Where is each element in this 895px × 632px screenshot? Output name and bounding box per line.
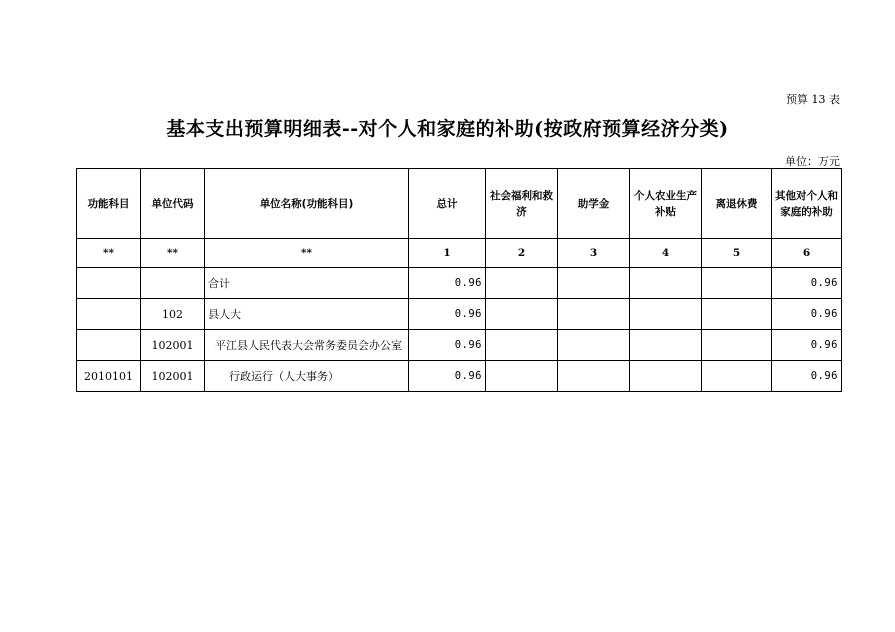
cell-unit-name: 行政运行（人大事务） <box>205 361 409 392</box>
cell-other-subsidy: 0.96 <box>772 330 842 361</box>
cell-unit-name: 县人大 <box>205 299 409 330</box>
cell-unit-name: 平江县人民代表大会常务委员会办公室 <box>205 330 409 361</box>
cell-retirement <box>702 361 772 392</box>
col-header-unit-name: 单位名称(功能科目) <box>205 169 409 239</box>
cell-social-welfare <box>486 330 558 361</box>
col-header-scholarship: 助学金 <box>558 169 630 239</box>
col-header-function-subject: 功能科目 <box>77 169 141 239</box>
cell-total: 0.96 <box>409 361 486 392</box>
index-cell: ** <box>77 239 141 268</box>
cell-unit-code: 102 <box>141 299 205 330</box>
index-cell: 2 <box>486 239 558 268</box>
index-cell: ** <box>205 239 409 268</box>
cell-social-welfare <box>486 361 558 392</box>
cell-scholarship <box>558 299 630 330</box>
cell-scholarship <box>558 361 630 392</box>
form-number: 预算 13 表 <box>786 93 840 106</box>
cell-function-subject <box>77 330 141 361</box>
table-row <box>77 361 842 392</box>
col-header-retirement: 离退休费 <box>702 169 772 239</box>
index-row <box>77 239 842 268</box>
unit-label: 单位：万元 <box>785 155 840 168</box>
cell-total: 0.96 <box>409 268 486 299</box>
col-header-total: 总计 <box>409 169 486 239</box>
cell-unit-code: 102001 <box>141 361 205 392</box>
cell-social-welfare <box>486 299 558 330</box>
cell-unit-code: 102001 <box>141 330 205 361</box>
cell-agri-subsidy <box>630 299 702 330</box>
cell-agri-subsidy <box>630 268 702 299</box>
cell-total: 0.96 <box>409 299 486 330</box>
cell-other-subsidy: 0.96 <box>772 299 842 330</box>
index-cell: 3 <box>558 239 630 268</box>
page-title: 基本支出预算明细表--对个人和家庭的补助(按政府预算经济分类) <box>166 118 729 140</box>
cell-retirement <box>702 330 772 361</box>
index-cell: 4 <box>630 239 702 268</box>
cell-other-subsidy: 0.96 <box>772 361 842 392</box>
cell-retirement <box>702 268 772 299</box>
table-row <box>77 299 842 330</box>
index-cell: 5 <box>702 239 772 268</box>
index-cell: 6 <box>772 239 842 268</box>
table-row <box>77 268 842 299</box>
cell-total: 0.96 <box>409 330 486 361</box>
table-row <box>77 330 842 361</box>
index-cell: 1 <box>409 239 486 268</box>
cell-agri-subsidy <box>630 361 702 392</box>
cell-social-welfare <box>486 268 558 299</box>
header-row <box>77 169 842 239</box>
cell-function-subject: 2010101 <box>77 361 141 392</box>
budget-table <box>76 168 842 392</box>
index-cell: ** <box>141 239 205 268</box>
col-header-other-subsidy: 其他对个人和家庭的补助 <box>772 169 842 239</box>
col-header-unit-code: 单位代码 <box>141 169 205 239</box>
cell-retirement <box>702 299 772 330</box>
cell-scholarship <box>558 268 630 299</box>
cell-other-subsidy: 0.96 <box>772 268 842 299</box>
col-header-agri-subsidy: 个人农业生产补贴 <box>630 169 702 239</box>
cell-unit-code <box>141 268 205 299</box>
cell-scholarship <box>558 330 630 361</box>
cell-function-subject <box>77 268 141 299</box>
col-header-social-welfare: 社会福利和救济 <box>486 169 558 239</box>
cell-agri-subsidy <box>630 330 702 361</box>
cell-unit-name: 合计 <box>205 268 409 299</box>
cell-function-subject <box>77 299 141 330</box>
